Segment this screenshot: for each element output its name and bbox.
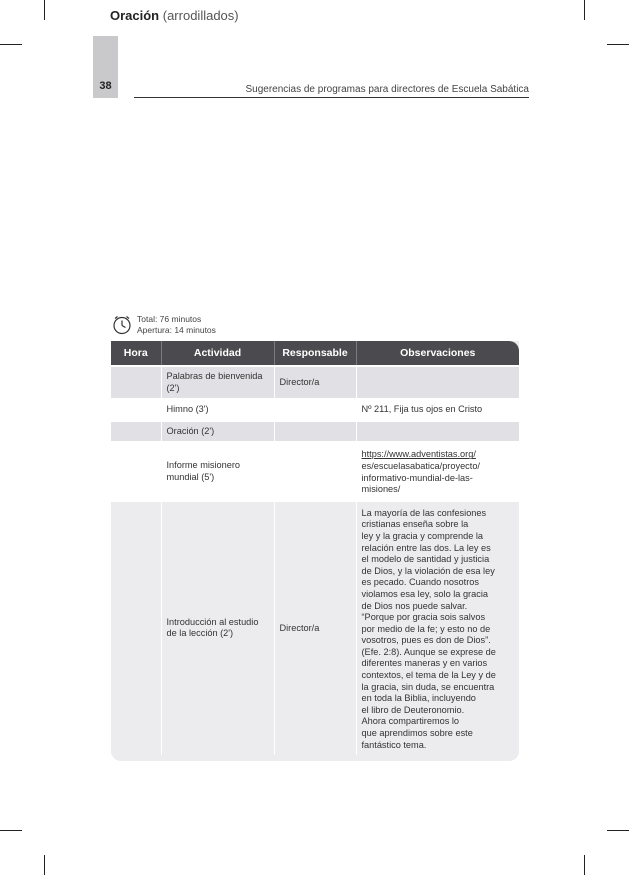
column-header-responsable: Responsable [274, 341, 356, 366]
crop-mark [607, 830, 629, 831]
crop-mark [584, 0, 585, 20]
cell-observaciones [356, 501, 519, 755]
column-header-hora: Hora [111, 341, 161, 366]
cell-responsable [274, 399, 356, 421]
cell-observaciones: Nº 211, Fija tus ojos en Cristo [356, 399, 519, 421]
crop-mark [607, 44, 629, 45]
cell-actividad: Himno (3') [161, 399, 274, 421]
cell-actividad: Oración (2') [161, 421, 274, 443]
cell-hora [111, 399, 161, 421]
running-head [110, 8, 239, 23]
cell-observaciones [356, 442, 519, 500]
cell-actividad: Informe misionero mundial (5') [161, 442, 274, 500]
header-rule [134, 97, 529, 98]
lesson-intro-text: La mayoría de las confesiones cristianas enseña sobre la ley y la gracia y comprende la relación entre las dos. La ley es el modelo de santidad y justicia de Dios, y la violación de esa ley es pecado. Cuando nosotros violamos esa ley, solo la gracia de Dios nos puede salvar. “Porque por gracia sois salvos por medio de la fe; y esto no de vosotros, pues es don de Dios”. (Efe. 2:8). Aunque se exprese de diferentes maneras y en varios contextos, el tema de la Ley y de la gracia, sin duda, se encuentra en toda la Biblia, incluyendo el libro de Deuteronomio. Ahora compartiremos lo que aprendimos sobre este fantástico tema. [361, 507, 496, 750]
cell-responsable [274, 442, 356, 500]
crop-mark [584, 855, 585, 875]
total-time: Total: 76 minutos [137, 314, 202, 324]
cell-actividad: Introducción al estudio de la lección (2') [161, 501, 274, 755]
table-row [111, 501, 519, 755]
crop-mark [0, 830, 22, 831]
cell-responsable: Director/a [274, 501, 356, 755]
crop-mark [0, 44, 22, 45]
column-header-actividad: Actividad [161, 341, 274, 366]
clock-icon [112, 315, 132, 335]
mission-report-link[interactable]: https://www.adventistas.org/ [361, 449, 476, 460]
table-row [111, 366, 519, 399]
program-table [111, 341, 519, 761]
column-header-observaciones: Observaciones [356, 341, 519, 366]
section-subtitle: (arrodillados) [162, 8, 239, 23]
table-header-row [111, 341, 519, 366]
cell-hora [111, 366, 161, 399]
cell-hora [111, 421, 161, 443]
cell-responsable [274, 421, 356, 443]
table-row [111, 399, 519, 421]
cell-hora [111, 501, 161, 755]
cell-responsable: Director/a [274, 366, 356, 399]
cell-observaciones [356, 366, 519, 399]
table-row [111, 442, 519, 500]
crop-mark [44, 855, 45, 875]
book-title: Sugerencias de programas para directores de Escuela Sabática [245, 84, 529, 95]
cell-observaciones [356, 421, 519, 443]
cell-actividad: Palabras de bienvenida (2') [161, 366, 274, 399]
crop-mark [44, 0, 45, 20]
section-title: Oración [110, 8, 160, 23]
timing-info [137, 314, 216, 336]
page-tab [93, 36, 118, 98]
cell-hora [111, 442, 161, 500]
opening-time: Apertura: 14 minutos [137, 325, 216, 335]
page-number: 38 [99, 80, 112, 92]
table-row [111, 421, 519, 443]
mission-report-path: es/escuelasabatica/proyecto/ informativo-mundial-de-las- misiones/ [361, 460, 480, 495]
